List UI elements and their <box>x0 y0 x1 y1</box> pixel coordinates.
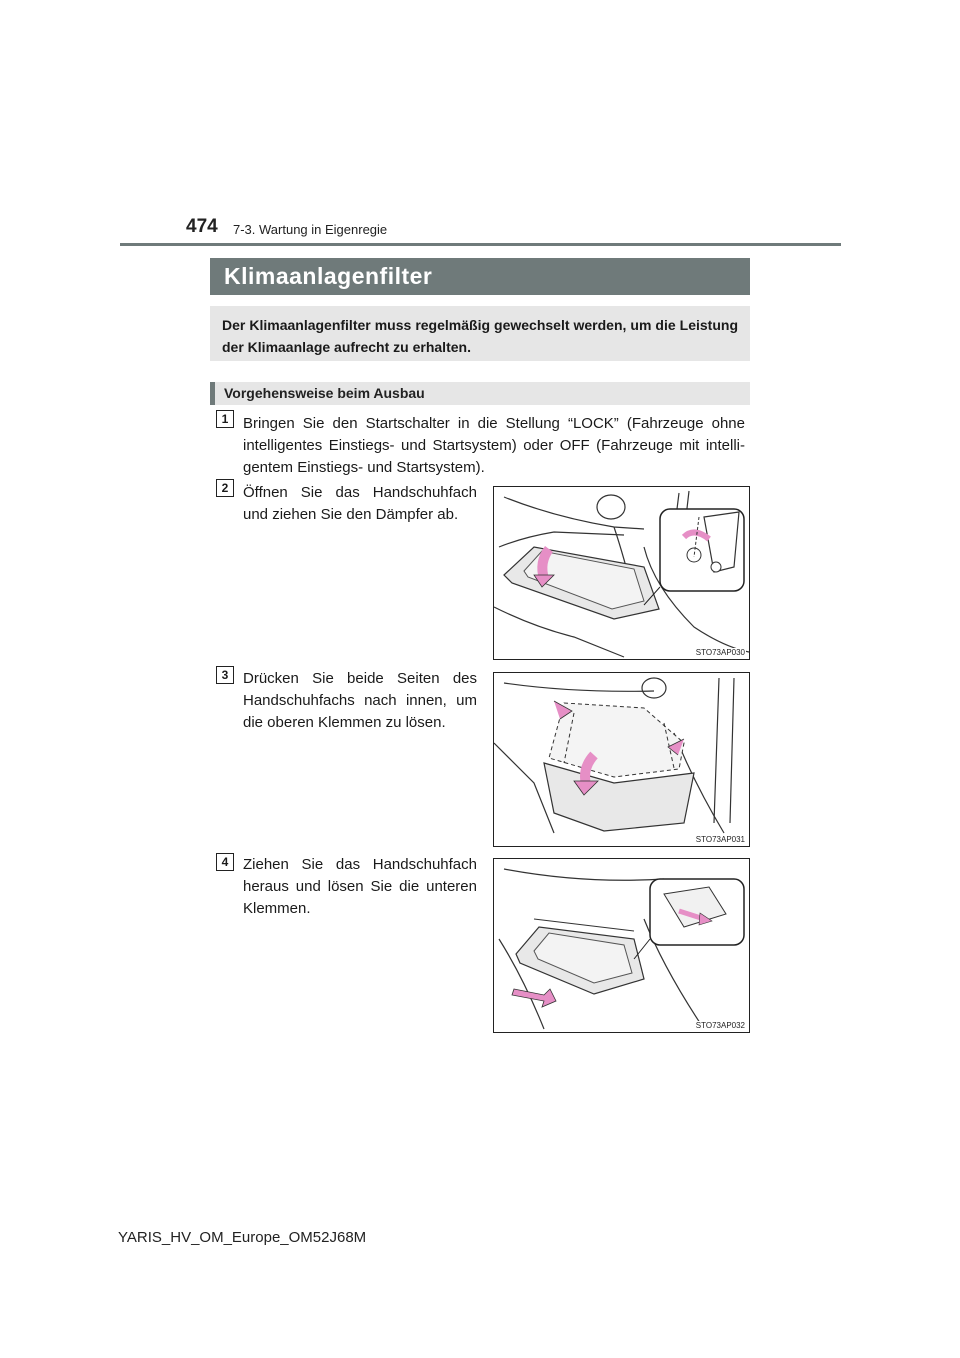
step-number-3: 3 <box>216 666 234 684</box>
figure-code-2: STO73AP030 <box>695 648 745 657</box>
step-number-4: 4 <box>216 853 234 871</box>
subheading: Vorgehensweise beim Ausbau <box>224 385 425 401</box>
document-footer: YARIS_HV_OM_Europe_OM52J68M <box>118 1229 367 1246</box>
figure-step-4 <box>493 858 750 1033</box>
figure-code-4: STO73AP032 <box>695 1021 745 1030</box>
page-number: 474 <box>186 216 218 237</box>
step-text-2: Öffnen Sie das Handschuhfach und ziehen Sie den Dämpfer ab. <box>243 484 477 523</box>
step-number-2: 2 <box>216 479 234 497</box>
step-text-1: Bringen Sie den Startschalter in die Stellung “LOCK” (Fahrzeuge ohne intelligentes Einstiegs- und Startsystem) oder OFF (Fahrzeuge mit intelli- gentem Einstiegs- und Startsystem). <box>243 415 745 476</box>
glovebox-open-illustration <box>494 487 750 660</box>
figure-step-2 <box>493 486 750 660</box>
glovebox-remove-illustration <box>494 859 750 1033</box>
intro-box: Der Klimaanlagenfilter muss regelmäßig gewechselt werden, um die Leistung der Klimaanlage aufrecht zu erhalten. <box>210 306 750 361</box>
step-text-3: Drücken Sie beide Seiten des Handschuhfachs nach innen, um die oberen Klemmen zu lösen. <box>243 670 477 731</box>
step-text-4: Ziehen Sie das Handschuhfach heraus und lösen Sie die unteren Klemmen. <box>243 856 477 917</box>
page-title: Klimaanlagenfilter <box>224 263 433 289</box>
glovebox-press-sides-illustration <box>494 673 750 847</box>
section-title: 7-3. Wartung in Eigenregie <box>233 222 388 237</box>
step-number-1: 1 <box>216 410 234 428</box>
subheading-accent <box>210 382 215 405</box>
figure-step-3 <box>493 672 750 847</box>
page-title-bar <box>210 258 750 295</box>
header-divider <box>120 243 841 246</box>
figure-code-3: STO73AP031 <box>695 835 745 844</box>
subheading-bar <box>210 382 750 405</box>
